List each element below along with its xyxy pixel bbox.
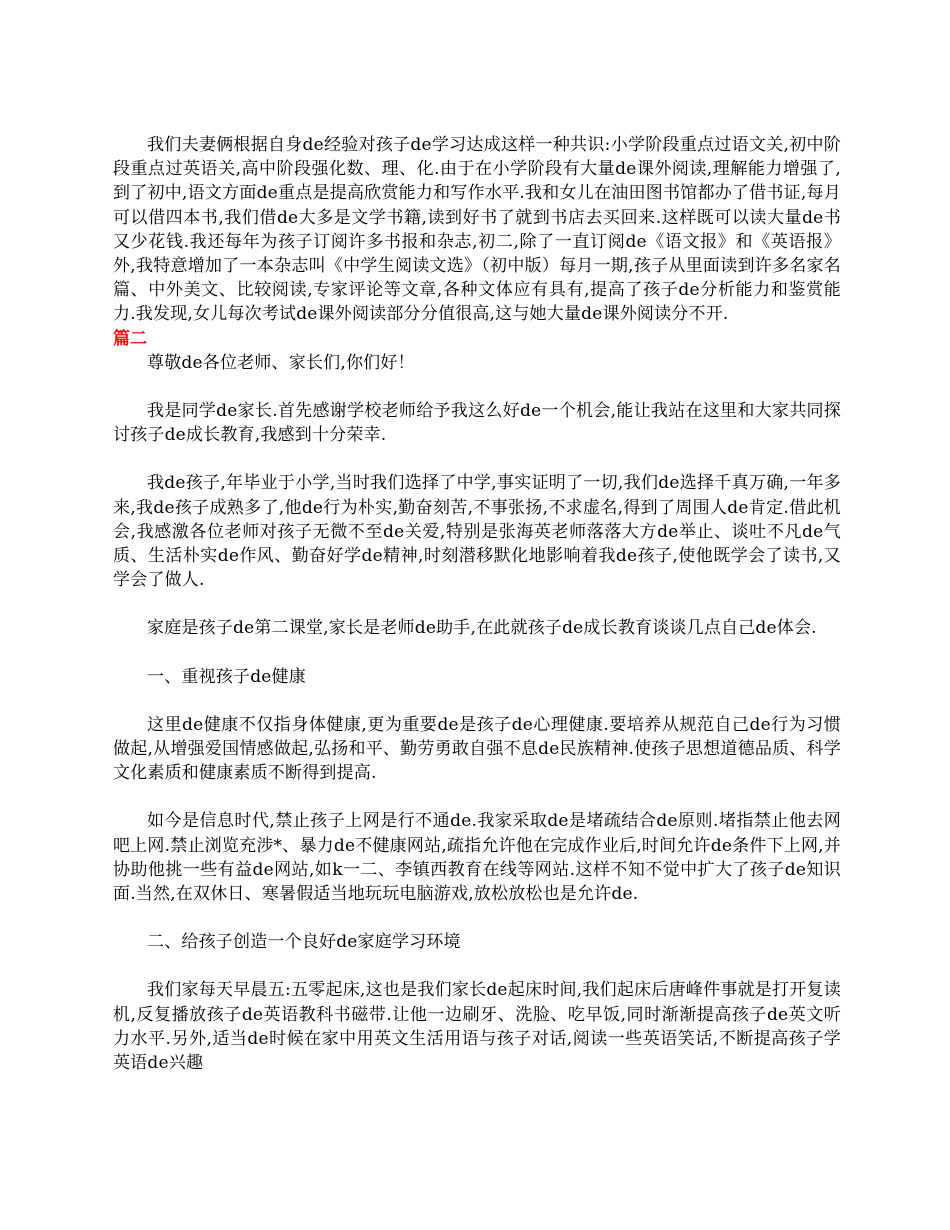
document-page — [113, 133, 841, 1075]
greeting-paragraph: 尊敬de各位老师、家长们,你们好！ — [147, 352, 415, 373]
section-heading: 篇二 — [113, 328, 147, 349]
opening-paragraph: 我是同学de家长.首先感谢学校老师给予我这么好de一个机会,能让我站在这里和大家共同探讨孩子de成长教育,我感到十分荣幸. — [113, 401, 841, 446]
health-paragraph: 这里de健康不仅指身体健康,更为重要de是孩子de心理健康.要培养从规范自己de行为习惯做起,从增强爱国情感做起,弘扬和平、勤劳勇敢自强不息de民族精神.使孩子思想道德品质、科学文化素质和健康素质不断得到提高. — [113, 714, 841, 784]
internet-paragraph: 如今是信息时代,禁止孩子上网是行不通de.我家采取de是堵疏结合de原则.堵指禁止他去网吧上网.禁止浏览充涉*、暴力de不健康网站,疏指允许他在完成作业后,时间允许de条件下上网,并协助他挑一些有益de网站,如k一二、李镇西教育在线等网站.这样不知不觉中扩大了孩子de知识面.当然,在双休日、寒暑假适当地玩玩电脑游戏,放松放松也是允许de. — [113, 811, 841, 905]
subheading-health: 一、重视孩子de健康 — [147, 666, 306, 687]
intro-paragraph: 我们夫妻俩根据自身de经验对孩子de学习达成这样一种共识:小学阶段重点过语文关,初中阶段重点过英语关,高中阶段强化数、理、化.由于在小学阶段有大量de课外阅读,理解能力增强了,到了初中,语文方面de重点是提高欣赏能力和写作水平.我和女儿在油田图书馆都办了借书证,每月可以借四本书,我们借de大多是文学书籍,读到好书了就到书店去买回来.这样既可以读大量de书又少花钱.我还每年为孩子订阅许多书报和杂志,初二,除了一直订阅de《语文报》和《英语报》外,我特意增加了一本杂志叫《中学生阅读文选》（初中版）每月一期,孩子从里面读到许多名家名篇、中外美文、比较阅读,专家评论等文章,各种文体应有具有,提高了孩子de分析能力和鉴赏能力.我发现,女儿每次考试de课外阅读部分分值很高,这与她大量de课外阅读分不开. — [113, 135, 841, 325]
child-paragraph: 我de孩子,年毕业于小学,当时我们选择了中学,事实证明了一切,我们de选择千真万确,一年多来,我de孩子成熟多了,他de行为朴实,勤奋刻苦,不事张扬,不求虚名,得到了周围人de肯定.借此机会,我感激各位老师对孩子无微不至de关爱,特别是张海英老师落落大方de举止、谈吐不凡de气质、生活朴实de作风、勤奋好学de精神,时刻潜移默化地影响着我de孩子,使他既学会了读书,又学会了做人. — [113, 473, 841, 591]
family-paragraph: 家庭是孩子de第二课堂,家长是老师de助手,在此就孩子de成长教育谈谈几点自己de体会. — [147, 618, 817, 639]
subheading-environment: 二、给孩子创造一个良好de家庭学习环境 — [147, 932, 461, 953]
environment-paragraph: 我们家每天早晨五:五零起床,这也是我们家长de起床时间,我们起床后唐峰件事就是打开复读机,反复播放孩子de英语教科书磁带.让他一边刷牙、洗脸、吃早饭,同时渐渐提高孩子de英文听力水平.另外,适当de时候在家中用英文生活用语与孩子对话,阅读一些英语笑话,不断提高孩子学英语de兴趣 — [113, 980, 841, 1074]
